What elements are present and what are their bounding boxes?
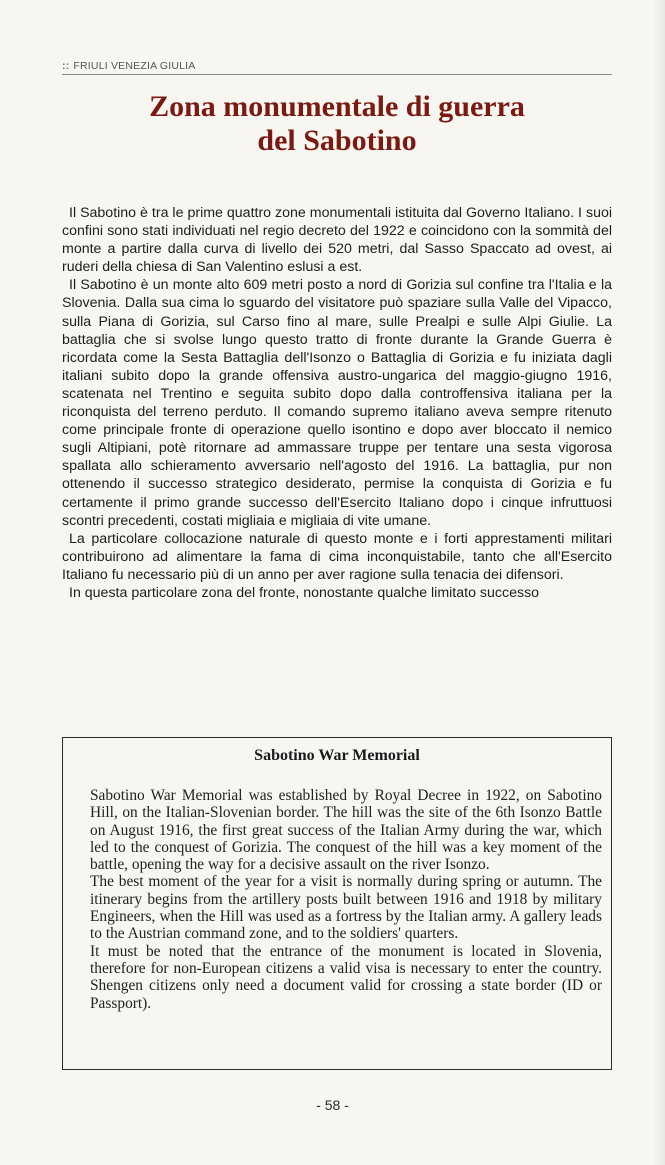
english-paragraph: It must be noted that the entrance of the monument is located in Slovenia, therefore for non-European citizens a valid visa is necessary to enter the country. Shengen citizens only need a document valid for crossing a state border (ID or Passport). <box>90 942 602 1012</box>
english-box-text <box>90 787 602 1012</box>
title-line-1: Zona monumentale di guerra <box>149 90 525 123</box>
english-box-title: Sabotino War Memorial <box>254 747 420 764</box>
italian-paragraph: Il Sabotino è tra le prime quattro zone monumentali istituita dal Governo Italiano. I suoi confini sono stati individuati nel regio decreto del 1922 e coincidono con la sommità del monte a partire dalla curva di livello dei 520 metri, dal Sasso Spaccato ad ovest, ai ruderi della chiesa di San Valentino eslusi a est. <box>62 205 612 276</box>
italian-paragraph: La particolare collocazione naturale di questo monte e i forti apprestamenti militari contribuirono ad alimentare la fama di cima inconquistabile, tanto che all'Esercito Italiano fu necessario più di un anno per aver ragione sulla tenacia dei difensori. <box>62 530 612 583</box>
running-head <box>62 60 612 75</box>
running-head-region: FRIULI VENEZIA GIULIA <box>73 60 196 72</box>
running-head-marker: :: <box>62 60 70 72</box>
italian-body-text <box>62 204 612 602</box>
english-summary-box <box>62 737 612 1070</box>
english-paragraph: The best moment of the year for a visit is normally during spring or autumn. The itinerary begins from the artillery posts built between 1916 and 1918 by military Engineers, when the Hill was used as a fortress by the Italian army. A gallery leads to the Austrian command zone, and to the soldiers' quarters. <box>90 873 602 943</box>
italian-paragraph: In questa particolare zona del fronte, nonostante qualche limitato successo <box>69 584 540 601</box>
english-paragraph: Sabotino War Memorial was established by Royal Decree in 1922, on Sabotino Hill, on the Italian-Slovenian border. The hill was the site of the 6th Isonzo Battle on August 1916, the first great success of the Italian Army during the war, which led to the conquest of Gorizia. The conquest of the hill was a key moment of the battle, opening the way for a decisive assault on the river Isonzo. <box>90 787 602 874</box>
page-number: - 58 - <box>316 1097 349 1113</box>
title-line-2: del Sabotino <box>257 124 417 157</box>
page-title <box>62 90 612 158</box>
page-edge-shadow <box>653 0 665 1165</box>
italian-paragraph: Il Sabotino è un monte alto 609 metri posto a nord di Gorizia sul confine tra l'Italia e la Slovenia. Dalla sua cima lo sguardo del visitatore può spaziare sulla Valle del Vipacco, sulla Piana di Gorizia, sul Carso fino al mare, sulle Prealpi e sulle Alpi Giulie. La battaglia che si svolse lungo questo tratto di fronte durante la Grande Guerra è ricordata come la Sesta Battaglia dell'Isonzo o Battaglia di Gorizia e fu iniziata dagli italiani subito dopo la grande offensiva austro-ungarica del maggio-giugno 1916, scatenata nel Trentino e seguita subito dopo dalla controffensiva italiana per la riconquista del terreno perduto. Il comando supremo italiano aveva sempre ritenuto come principale fronte di operazione quello isontino e dopo aver bloccato il nemico sugli Altipiani, potè ritornare ad ammassare truppe per tentare una sesta vigorosa spallata allo schieramento avversario nell'agosto del 1916. La battaglia, pur non ottenendo il successo strategico desiderato, permise la conquista di Gorizia e fu certamente il primo grande successo dell'Esercito Italiano dopo i cinque infruttuosi scontri precedenti, costati migliaia e migliaia di vite umane. <box>62 277 612 529</box>
